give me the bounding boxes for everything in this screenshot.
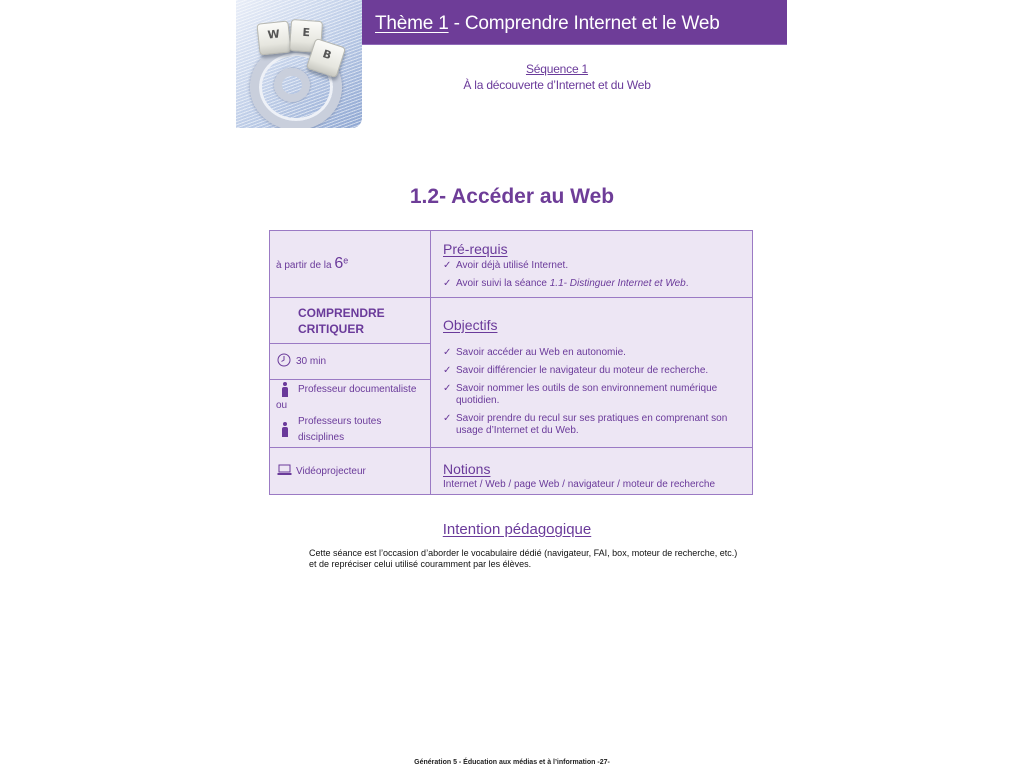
skills-cell: [270, 298, 431, 344]
intention-text: Cette séance est l’occasion d’aborder le vocabulaire dédié (navigateur, FAI, box, moteur de recherche, etc.) et de repréciser celui utilisé couramment par les élèves.: [309, 548, 738, 569]
theme-banner: [362, 0, 787, 45]
prerequisite-session-ref: 1.1- Distinguer Internet et Web: [549, 277, 686, 289]
check-icon: ✓: [443, 364, 452, 376]
sequence-label: Séquence 1: [525, 62, 589, 76]
level-grade-sup: e: [343, 255, 349, 266]
objectives-heading: Objectifs: [443, 316, 498, 333]
level-text: [276, 255, 349, 272]
notions-text: Internet / Web / page Web / navigateur / moteur de recherche: [443, 479, 716, 490]
skill-comprendre: COMPRENDRE: [298, 305, 385, 320]
check-icon: ✓: [443, 277, 452, 289]
level-cell: [270, 231, 431, 298]
sequence-heading: [362, 61, 752, 93]
level-grade: 6: [334, 255, 344, 272]
teacher-first: Professeur documentaliste: [298, 383, 417, 395]
list-item: ✓ Savoir accéder au Web en autonomie.: [443, 346, 626, 358]
level-prefix: à partir de la: [276, 260, 332, 271]
skill-critiquer: CRITIQUER: [298, 321, 364, 336]
check-icon: ✓: [443, 382, 452, 394]
intention-heading: Intention pédagogique: [442, 521, 592, 538]
sequence-title: À la découverte d’Internet et du Web: [463, 78, 651, 92]
keyboard-key-e: E: [289, 19, 323, 53]
at-sign-inner-graphic: [274, 68, 310, 102]
lesson-info-table: [269, 230, 753, 495]
prerequisites-heading: Pré-requis: [443, 240, 508, 257]
list-item: ✓ Savoir prendre du recul sur ses pratiques en comprenant son usage d’Internet et du Web.: [443, 412, 728, 436]
teacher-second: Professeurs toutes disciplines: [297, 415, 382, 443]
keyboard-key-b: B: [306, 38, 346, 78]
check-icon: ✓: [443, 346, 452, 358]
objectives-list: [443, 347, 742, 437]
page-footer: Génération 5 - Éducation aux médias et à l’information -27-: [414, 759, 610, 766]
equipment-cell: [270, 448, 431, 495]
list-item: ✓ Savoir nommer les outils de son environnement numérique quotidien.: [443, 382, 718, 406]
person-icon: [282, 422, 288, 437]
theme-illustration: [236, 0, 362, 128]
person-icon: [282, 382, 288, 397]
lesson-title: 1.2- Accéder au Web: [409, 185, 615, 208]
notions-heading: Notions: [443, 461, 491, 477]
teachers-cell: [270, 380, 431, 448]
duration-cell: [270, 344, 431, 380]
prerequisites-cell: [431, 231, 753, 298]
check-icon: ✓: [443, 259, 452, 271]
equipment-value: Vidéoprojecteur: [296, 465, 366, 477]
objectives-cell: [431, 298, 753, 448]
list-item: ✓ Avoir suivi la séance 1.1- Distinguer Internet et Web.: [443, 277, 689, 289]
theme-title: - Comprendre Internet et le Web: [448, 13, 720, 34]
keyboard-key-w: W: [256, 20, 291, 55]
clock-icon: [276, 353, 292, 370]
laptop-icon: [276, 464, 292, 479]
notions-cell: [431, 448, 753, 495]
list-item: ✓ Savoir différencier le navigateur du moteur de recherche.: [443, 364, 709, 376]
duration-value: 30 min: [296, 356, 327, 368]
prerequisites-list: [443, 260, 742, 290]
theme-label: Thème 1: [375, 13, 449, 34]
teachers-or: ou: [276, 399, 288, 411]
list-item: ✓ Avoir déjà utilisé Internet.: [443, 259, 569, 271]
check-icon: ✓: [443, 412, 452, 424]
